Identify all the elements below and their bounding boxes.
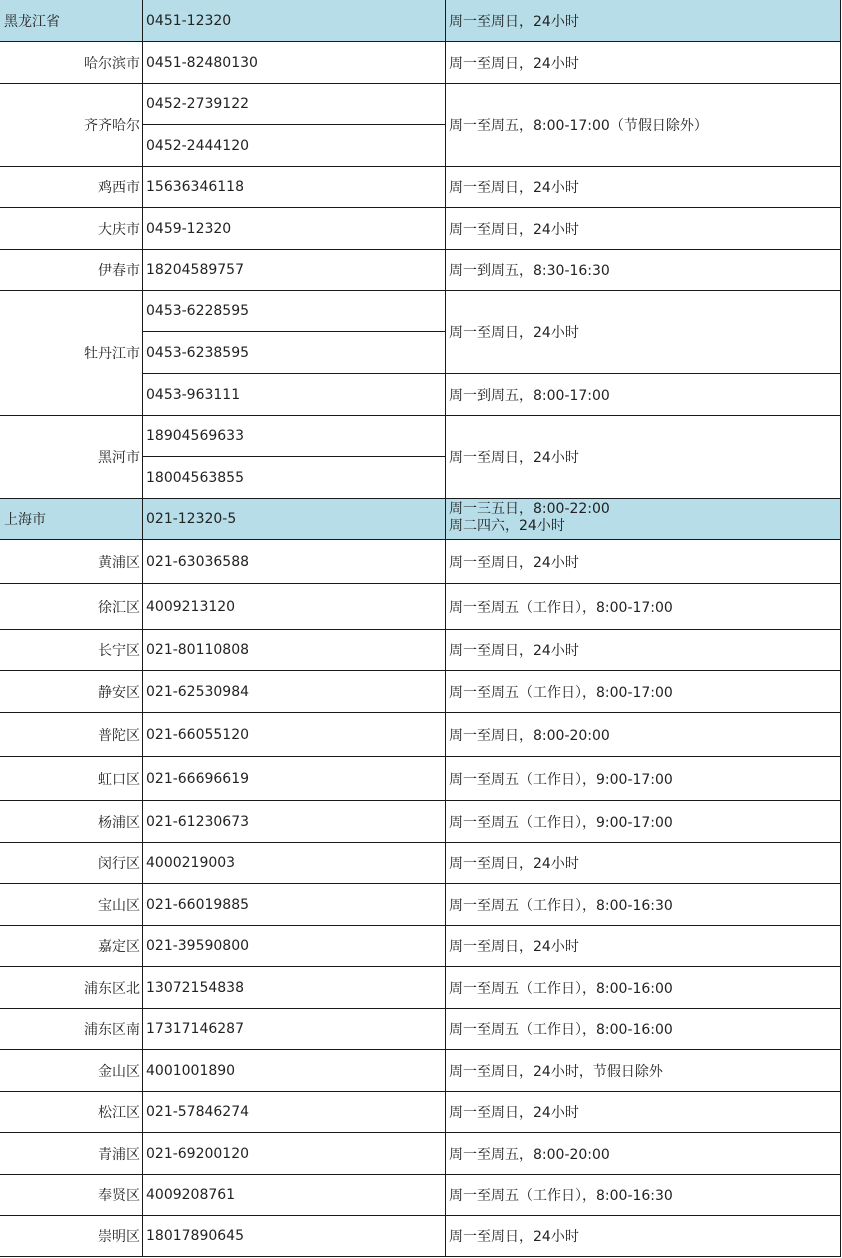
- service-hours: 周一至周日，24小时: [445, 207, 841, 250]
- table-row: [0, 291, 841, 416]
- table-row: [0, 84, 841, 167]
- table-row: [0, 630, 841, 671]
- table-row: [0, 801, 841, 843]
- district-name: 宝山区: [0, 883, 143, 926]
- service-hours: 周一至周日，24小时，节假日除外: [445, 1049, 841, 1092]
- service-hours: 周一至周日，8:00-20:00: [445, 712, 841, 757]
- phone-number: 4000219003: [142, 842, 446, 884]
- city-name: 牡丹江市: [0, 290, 143, 416]
- table-row: [0, 671, 841, 713]
- phone-number: 021-66019885: [142, 883, 446, 926]
- table-row: [0, 884, 841, 926]
- service-hours: 周一至周五（工作日），8:00-16:00: [445, 1008, 841, 1050]
- service-hours: 周一至周日，24小时: [445, 842, 841, 884]
- service-hours: 周一至周日，24小时: [445, 925, 841, 967]
- service-hours: 周一到周五，8:00-17:00: [445, 373, 841, 416]
- service-hours: 周一至周日，24小时: [445, 41, 841, 84]
- district-name: 嘉定区: [0, 925, 143, 967]
- phone-number: 021-66696619: [142, 756, 446, 801]
- phone-number: 18017890645: [142, 1215, 446, 1257]
- district-name: 虹口区: [0, 756, 143, 801]
- province-hours-line: 周一三五日，8:00-22:00: [449, 501, 610, 517]
- phone-number: 0452-2739122: [142, 83, 446, 125]
- service-hours: 周一至周五（工作日），8:00-16:00: [445, 966, 841, 1009]
- service-hours: 周一至周五（工作日），8:00-16:30: [445, 883, 841, 926]
- phone-number: 18004563855: [142, 456, 446, 499]
- table-row: [0, 584, 841, 630]
- table-row: [0, 1133, 841, 1175]
- table-row: [0, 1009, 841, 1050]
- phone-number: 021-69200120: [142, 1132, 446, 1175]
- table-row: [0, 416, 841, 499]
- service-hours: 周一至周日，24小时: [445, 1215, 841, 1257]
- city-name: 黑河市: [0, 415, 143, 499]
- phone-number: 0452-2444120: [142, 124, 446, 167]
- service-hours: 周一至周五（工作日），8:00-17:00: [445, 670, 841, 713]
- phone-number: 18904569633: [142, 415, 446, 457]
- table-row: [0, 167, 841, 208]
- phone-number: 4009208761: [142, 1174, 446, 1216]
- province-name: 黑龙江省: [0, 0, 143, 42]
- district-name: 松江区: [0, 1091, 143, 1133]
- phone-number: 021-61230673: [142, 800, 446, 843]
- table-row: [0, 713, 841, 757]
- district-name: 浦东区南: [0, 1008, 143, 1050]
- province-hours-line: 周二四六，24小时: [449, 518, 565, 534]
- phone-number: 18204589757: [142, 249, 446, 291]
- phone-number: 17317146287: [142, 1008, 446, 1050]
- district-name: 静安区: [0, 670, 143, 713]
- table-row: [0, 42, 841, 84]
- district-name: 徐汇区: [0, 583, 143, 630]
- service-hours: 周一到周五，8:30-16:30: [445, 249, 841, 291]
- district-name: 金山区: [0, 1049, 143, 1092]
- phone-number: 021-57846274: [142, 1091, 446, 1133]
- district-name: 普陀区: [0, 712, 143, 757]
- phone-number: 021-66055120: [142, 712, 446, 757]
- province-hours: 周一至周日，24小时: [445, 0, 841, 42]
- service-hours: 周一至周日，24小时: [445, 166, 841, 208]
- phone-number: 0453-6238595: [142, 331, 446, 374]
- city-name: 伊春市: [0, 249, 143, 291]
- table-row: [0, 1175, 841, 1216]
- service-hours: 周一至周五，8:00-20:00: [445, 1132, 841, 1175]
- table-row: [0, 208, 841, 250]
- district-name: 奉贤区: [0, 1174, 143, 1216]
- phone-number: 021-80110808: [142, 629, 446, 671]
- phone-number: 15636346118: [142, 166, 446, 208]
- city-name: 哈尔滨市: [0, 41, 143, 84]
- city-name: 齐齐哈尔: [0, 83, 143, 167]
- city-name: 大庆市: [0, 207, 143, 250]
- service-hours: 周一至周五，8:00-17:00（节假日除外）: [445, 83, 841, 167]
- service-hours: 周一至周五（工作日），8:00-16:30: [445, 1174, 841, 1216]
- district-name: 崇明区: [0, 1215, 143, 1257]
- table-row: [0, 1050, 841, 1092]
- district-name: 长宁区: [0, 629, 143, 671]
- table-row: [0, 250, 841, 291]
- service-hours: 周一至周五（工作日），8:00-17:00: [445, 583, 841, 630]
- service-hours: 周一至周日，24小时: [445, 1091, 841, 1133]
- service-hours: 周一至周日，24小时: [445, 415, 841, 499]
- district-name: 浦东区北: [0, 966, 143, 1009]
- phone-number: 0453-963111: [142, 373, 446, 416]
- phone-number: 13072154838: [142, 966, 446, 1009]
- table-row: [0, 1092, 841, 1133]
- phone-number: 0451-82480130: [142, 41, 446, 84]
- province-name: 上海市: [0, 498, 143, 540]
- province-row-shanghai: [0, 499, 841, 540]
- district-name: 青浦区: [0, 1132, 143, 1175]
- province-hours: [445, 498, 841, 540]
- phone-number: 4009213120: [142, 583, 446, 630]
- phone-number: 021-62530984: [142, 670, 446, 713]
- table-row: [0, 1216, 841, 1257]
- service-hours: 周一至周五（工作日），9:00-17:00: [445, 800, 841, 843]
- service-hours: 周一至周日，24小时: [445, 539, 841, 584]
- city-name: 鸡西市: [0, 166, 143, 208]
- service-hours: 周一至周日，24小时: [445, 629, 841, 671]
- district-name: 杨浦区: [0, 800, 143, 843]
- province-row-heilongjiang: [0, 0, 841, 42]
- service-hours: 周一至周五（工作日），9:00-17:00: [445, 756, 841, 801]
- province-phone: 021-12320-5: [142, 498, 446, 540]
- district-name: 黄浦区: [0, 539, 143, 584]
- district-name: 闵行区: [0, 842, 143, 884]
- phone-number: 0453-6228595: [142, 290, 446, 332]
- service-hours: 周一至周日，24小时: [445, 290, 841, 374]
- table-row: [0, 843, 841, 884]
- phone-number: 021-63036588: [142, 539, 446, 584]
- table-row: [0, 926, 841, 967]
- province-phone: 0451-12320: [142, 0, 446, 42]
- table-row: [0, 757, 841, 801]
- phone-number: 0459-12320: [142, 207, 446, 250]
- phone-number: 021-39590800: [142, 925, 446, 967]
- phone-number: 4001001890: [142, 1049, 446, 1092]
- table-row: [0, 967, 841, 1009]
- table-row: [0, 540, 841, 584]
